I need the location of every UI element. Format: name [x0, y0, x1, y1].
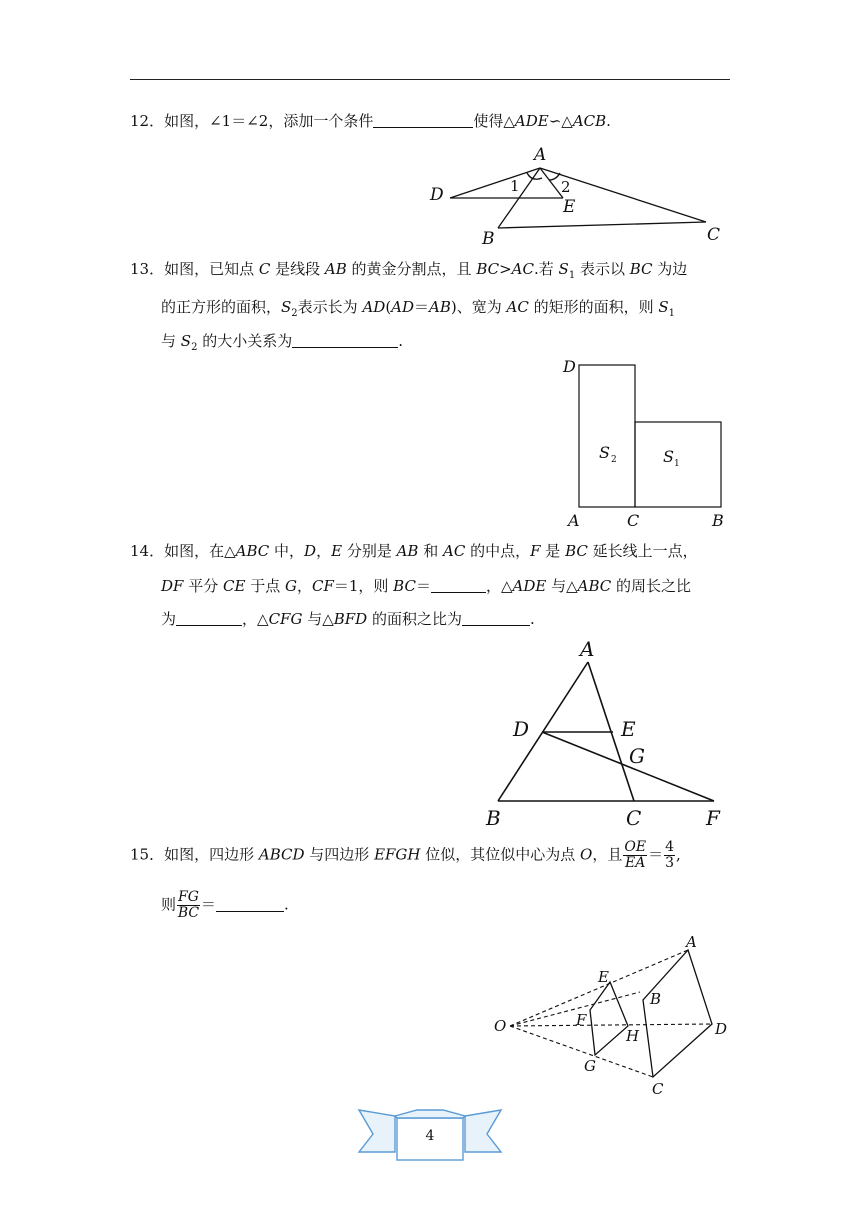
q14-line1: 14．如图，在△ABC 中，D，E 分别是 AB 和 AC 的中点，F 是 BC 延长线上一点，	[130, 542, 698, 560]
q13-label-C: C	[627, 511, 640, 530]
q14-label-A: A	[580, 637, 595, 661]
q13-label-D: D	[563, 357, 576, 376]
q15-fraction-oe-ea: $\frac{OE}{EA}$	[624, 839, 647, 871]
q15-label-D: D	[715, 1020, 728, 1038]
q15-ray-OA	[510, 950, 688, 1026]
q12-seg-AE	[540, 168, 563, 198]
q15-figure	[490, 930, 740, 1100]
q14-label-D: D	[513, 717, 530, 741]
q14-number: 14．	[130, 542, 165, 560]
q12-label-D: D	[430, 185, 444, 205]
q15-label-F: F	[576, 1011, 587, 1029]
q13-line3: 与 $S_2$ 的大小关系为 .	[161, 332, 403, 353]
q13-label-B: B	[712, 511, 724, 530]
q12-label-E: E	[563, 197, 576, 217]
q15-quad-EFGH	[590, 982, 628, 1055]
q15-label-O: O	[494, 1017, 507, 1035]
q14-blank-area-ratio[interactable]	[462, 609, 530, 626]
q15-fraction-4-3: $\frac{4}{3}$	[665, 839, 674, 871]
q14-label-E: E	[621, 717, 636, 741]
q13-number: 13．	[130, 260, 165, 278]
q12-label-B: B	[482, 229, 495, 249]
q13-figure	[555, 350, 745, 535]
q13-label-S1: S	[663, 447, 674, 466]
q13-answer-blank[interactable]	[292, 331, 398, 348]
q12-label-C: C	[707, 225, 721, 245]
q15-label-E: E	[598, 968, 609, 986]
q15-label-B: B	[650, 990, 662, 1008]
q15-ray-OD	[510, 1024, 712, 1026]
q14-line2: DF 平分 CE 于点 G，CF＝1，则 BC＝ ，△ADE 与△ABC 的周长之比	[161, 577, 692, 595]
q13-label-S2: S	[599, 443, 610, 462]
q15-label-H: H	[626, 1027, 640, 1045]
q15-quad-ABCD	[643, 950, 712, 1077]
q12-seg-BC	[498, 222, 706, 228]
q12-seg-DA	[450, 168, 540, 198]
q14-label-B: B	[486, 806, 501, 830]
q15-line2: 则 $\frac{FG}{BC}$ ＝ .	[161, 889, 289, 921]
q13-label-S2-sub: 2	[611, 455, 617, 465]
ribbon-left-tail	[359, 1110, 395, 1152]
q14-label-C: C	[626, 806, 642, 830]
q15-label-A: A	[686, 933, 697, 951]
q13-line2: 的正方形的面积，$S_2$表示长为 AD(AD＝AB)、宽为 AC 的矩形的面积，则 $S_1$	[161, 298, 676, 319]
q14-blank-bc[interactable]	[431, 576, 486, 593]
q14-figure	[480, 632, 740, 832]
q13-label-A: A	[568, 511, 580, 530]
q13-label-S1-sub: 1	[674, 459, 680, 469]
q12-label-angle1: 1	[510, 177, 520, 195]
q14-blank-perimeter-ratio[interactable]	[176, 609, 242, 626]
q15-line1: 15．如图，四边形 ABCD 与四边形 EFGH 位似，其位似中心为点 O，且 $\frac{OE}{EA}$ ＝ $\frac{4}{3}$ ,	[130, 839, 681, 871]
q15-label-C: C	[652, 1080, 664, 1098]
q13-line1: 13．如图，已知点 C 是线段 AB 的黄金分割点，且 BC>AC.若 $S_1$ 表示以 BC 为边	[130, 260, 688, 281]
q15-number: 15．	[130, 845, 165, 864]
q13-rect-S2	[579, 365, 635, 507]
q15-answer-blank[interactable]	[216, 895, 284, 912]
ribbon-right-tail	[465, 1110, 501, 1152]
q14-label-G: G	[629, 744, 645, 768]
ribbon-top	[395, 1110, 465, 1118]
q12-number: 12．	[130, 112, 165, 130]
q12-label-A: A	[534, 145, 547, 165]
q14-seg-DF	[542, 732, 714, 801]
q14-label-F: F	[706, 806, 720, 830]
q12-line: 12．如图，∠1＝∠2，添加一个条件 使得△ADE∽△ACB.	[130, 112, 611, 130]
header-rule	[130, 79, 730, 80]
q15-fraction-fg-bc: $\frac{FG}{BC}$	[177, 889, 200, 921]
page-number: 4	[425, 1128, 435, 1144]
q12-answer-blank[interactable]	[373, 111, 473, 128]
q14-line3: 为 ，△CFG 与△BFD 的面积之比为 .	[161, 610, 535, 628]
q12-figure	[420, 140, 730, 250]
q15-label-G: G	[584, 1057, 596, 1075]
q12-label-angle2: 2	[561, 178, 571, 196]
